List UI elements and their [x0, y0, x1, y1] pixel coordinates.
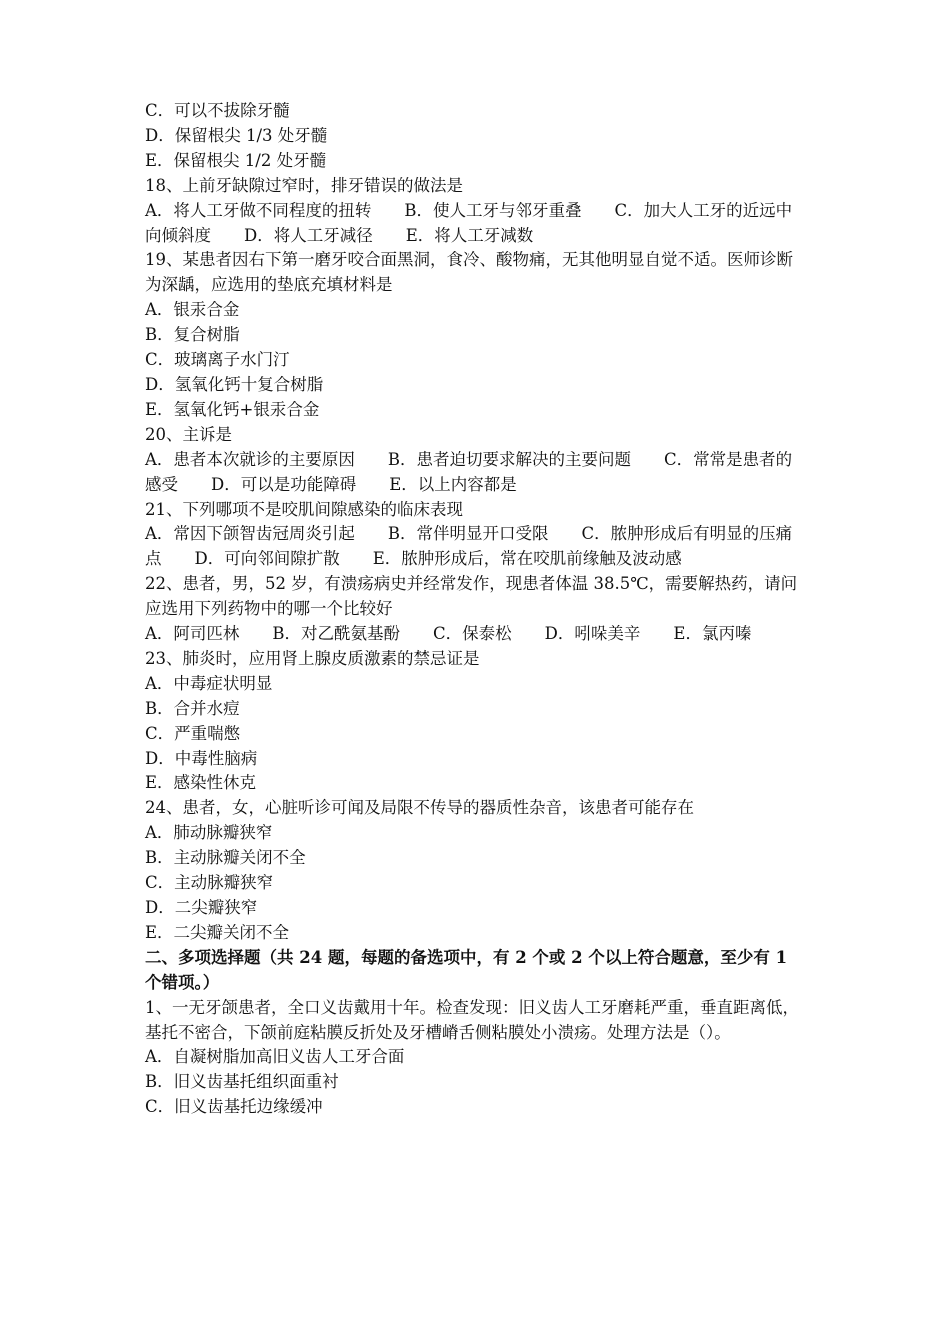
mc-option-1-b: B．旧义齿基托组织面重衬 [145, 1072, 339, 1092]
option-17-e: E．保留根尖 1/2 处牙髓 [145, 150, 327, 170]
option-24-a: A．肺动脉瓣狭窄 [145, 823, 273, 843]
option-24-e: E．二尖瓣关闭不全 [145, 922, 290, 942]
question-23: 23、肺炎时，应用肾上腺皮质激素的禁忌证是 [145, 648, 480, 668]
option-19-e: E．氢氧化钙+银汞合金 [145, 399, 320, 419]
document-body [145, 99, 807, 1120]
options-21: A．常因下颌智齿冠周炎引起 B．常伴明显开口受限 C．脓肿形成后有明显的压痛点 D．可向邻间隙扩散 E．脓肿形成后，常在咬肌前缘触及波动感 [145, 524, 793, 569]
options-22: A．阿司匹林 B．对乙酰氨基酚 C．保泰松 D．吲哚美辛 E．氯丙嗪 [145, 624, 752, 644]
option-19-d: D．氢氧化钙十复合树脂 [145, 374, 324, 394]
option-24-d: D．二尖瓣狭窄 [145, 898, 258, 917]
option-19-c: C．玻璃离子水门汀 [145, 350, 290, 370]
question-22: 22、患者，男，52 岁，有溃疡病史并经常发作，现患者体温 38.5℃，需要解热药，请问应选用下列药物中的哪一个比较好 [145, 574, 798, 619]
option-23-b: B．合并水痘 [145, 698, 240, 718]
option-19-b: B．复合树脂 [145, 325, 240, 345]
option-24-c: C．主动脉瓣狭窄 [145, 873, 274, 893]
mc-question-1: 1、一无牙颌患者，全口义齿戴用十年。检查发现：旧义齿人工牙磨耗严重，垂直距离低，基托不密合，下颌前庭粘膜反折处及牙槽嵴舌侧粘膜处小溃疡。处理方法是（）。 [145, 997, 799, 1042]
question-18: 18、上前牙缺隙过窄时，排牙错误的做法是 [145, 175, 463, 195]
option-23-d: D．中毒性脑病 [145, 748, 258, 768]
question-21: 21、下列哪项不是咬肌间隙感染的临床表现 [145, 499, 463, 519]
option-23-a: A．中毒症状明显 [145, 673, 273, 693]
option-17-c: C．可以不拔除牙髓 [145, 101, 290, 120]
question-19: 19、某患者因右下第一磨牙咬合面黑洞，食冷、酸物痛，无其他明显自觉不适。医师诊断为深龋，应选用的垫底充填材料是 [145, 250, 793, 295]
mc-option-1-a: A．自凝树脂加高旧义齿人工牙合面 [145, 1047, 405, 1067]
option-19-a: A．银汞合金 [145, 300, 240, 320]
options-20: A．患者本次就诊的主要原因 B．患者迫切要求解决的主要问题 C．常常是患者的感受 D．可以是功能障碍 E．以上内容都是 [145, 449, 793, 494]
section-heading-multiple-choice: 二、多项选择题（共 24 题，每题的备选项中，有 2 个或 2 个以上符合题意，至少有 1 个错项。） [145, 947, 793, 992]
option-24-b: B．主动脉瓣关闭不全 [145, 848, 306, 868]
question-24: 24、患者，女，心脏听诊可闻及局限不传导的器质性杂音，该患者可能存在 [145, 798, 694, 818]
options-18: A．将人工牙做不同程度的扭转 B．使人工牙与邻牙重叠 C．加大人工牙的近远中向倾斜度 D．将人工牙减径 E．将人工牙减数 [145, 200, 793, 245]
option-23-e: E．感染性休克 [145, 773, 257, 793]
mc-option-1-c: C．旧义齿基托边缘缓冲 [145, 1097, 323, 1117]
option-23-c: C．严重喘憋 [145, 723, 241, 743]
option-17-d: D．保留根尖 1/3 处牙髓 [145, 125, 328, 145]
question-20: 20、主诉是 [145, 424, 232, 444]
